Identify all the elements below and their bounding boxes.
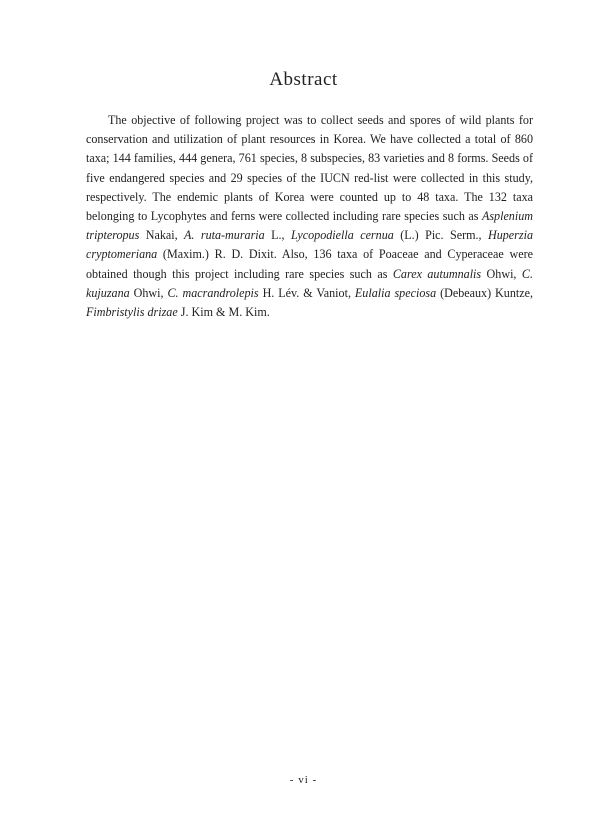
abstract-paragraph	[86, 111, 533, 322]
author-citation: Ohwi,	[481, 266, 522, 281]
species-name: Fimbristylis drizae	[86, 305, 178, 320]
page-number: - vi -	[289, 774, 318, 786]
species-name: Lycopodiella cernua	[291, 228, 394, 243]
species-name: Asplenium tripteropus	[86, 209, 533, 243]
species-name: C. macrandrolepis	[167, 285, 259, 300]
author-citation: Nakai,	[139, 228, 185, 243]
species-name: Huperzia cryptomeriana	[86, 228, 533, 262]
author-citation: (L.) Pic. Serm.,	[393, 228, 488, 243]
author-citation: H. Lév. & Vaniot,	[258, 285, 355, 300]
author-citation: L.,	[264, 228, 291, 243]
species-name: Eulalia speciosa	[354, 285, 437, 300]
abstract-text: The objective of following project was to collect seeds and spores of wild plants for conservation and utilization of plant resources in Korea. We have collected a total of 860 taxa; 144 families, 444 genera, 761 species, 8 subspecies, 83 varieties and 8 forms. Seeds of five endangered species and 29 species of the IUCN red-list were collected in this study, respectively. The endemic plants of Korea were counted up to 48 taxa. The 132 taxa belonging to Lycophytes and ferns were collected including rare species such as	[86, 113, 533, 224]
species-name: C. kujuzana	[86, 266, 533, 300]
abstract-title: Abstract	[269, 69, 338, 90]
author-citation: (Debeaux) Kuntze,	[436, 285, 533, 300]
abstract-text: (Maxim.) R. D. Dixit. Also, 136 taxa of Poaceae and Cyperaceae were obtained though this project including rare species such as	[86, 247, 533, 281]
author-citation: J. Kim & M. Kim.	[177, 305, 270, 320]
author-citation: Ohwi,	[129, 285, 168, 300]
species-name: A. ruta-muraria	[184, 228, 265, 243]
species-name: Carex autumnalis	[392, 266, 482, 281]
